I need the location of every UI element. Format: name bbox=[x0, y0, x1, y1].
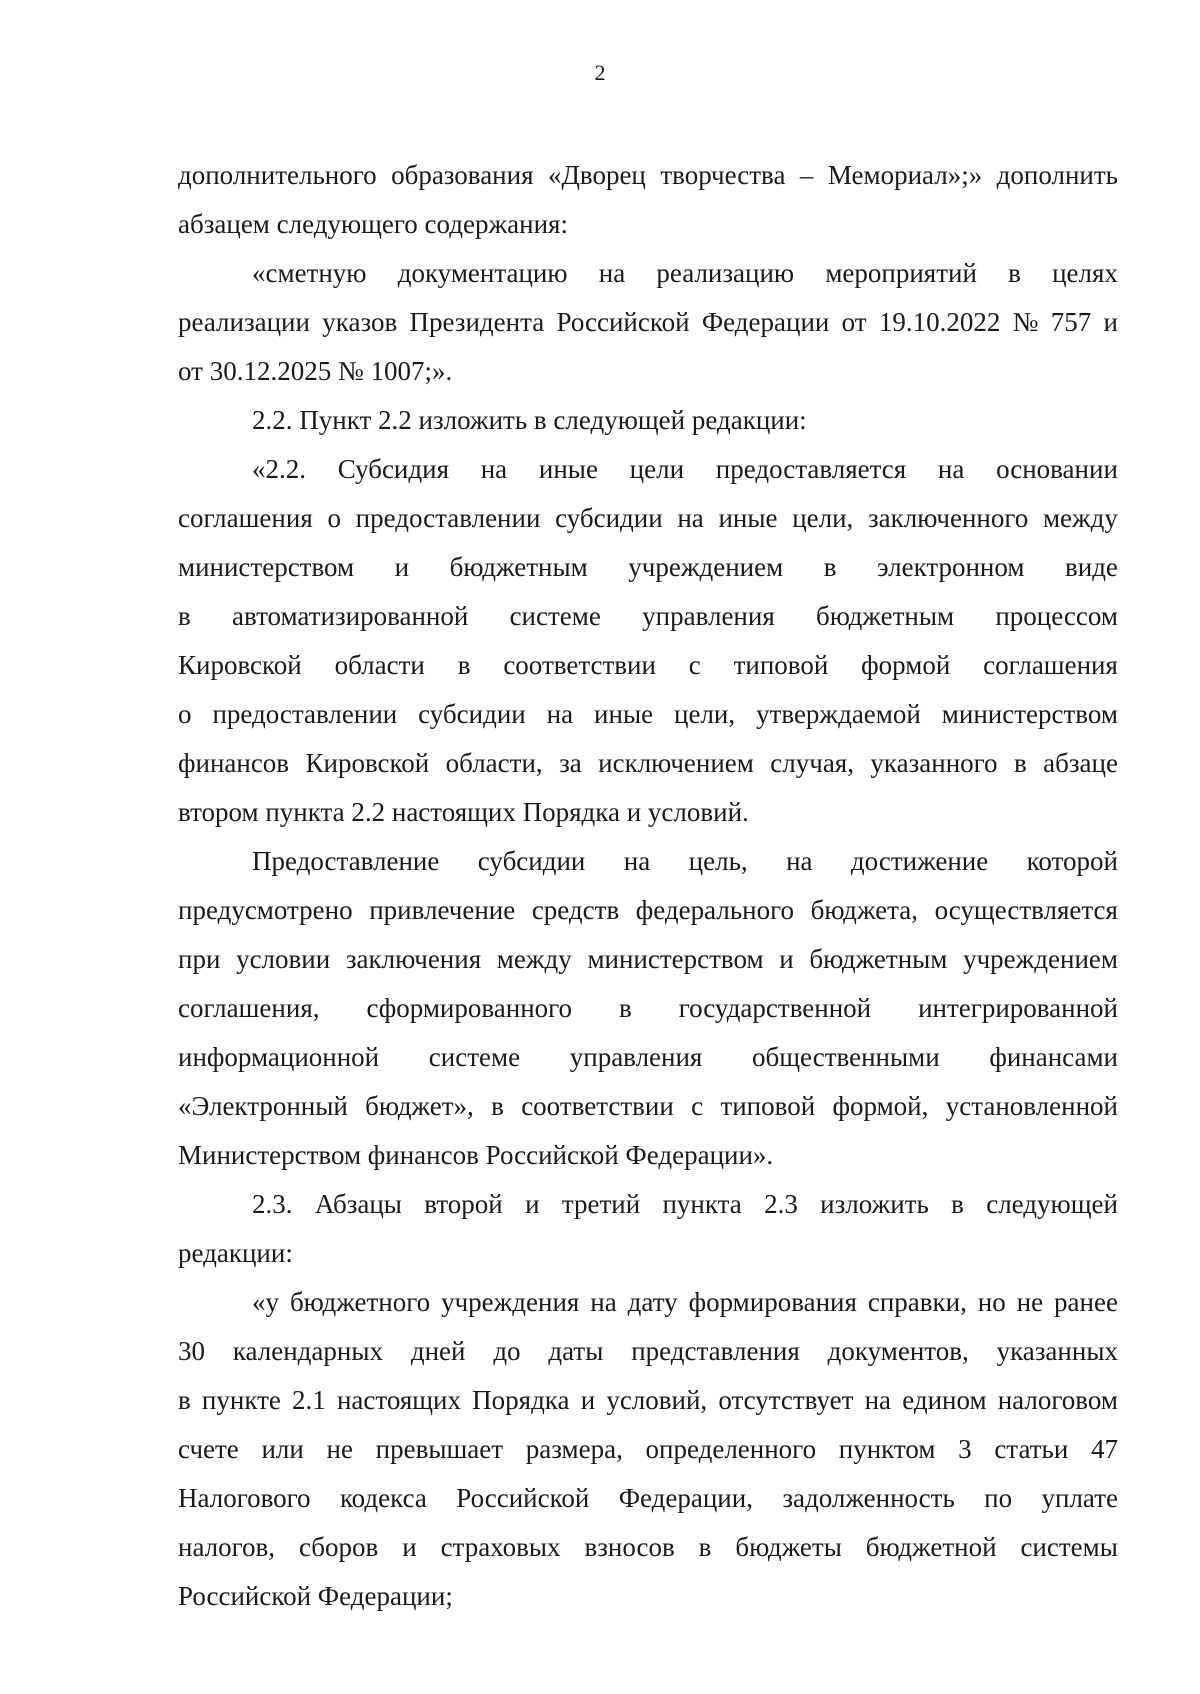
text-line: соглашения о предоставлении субсидии на иные цели, заключенного между bbox=[178, 503, 1118, 533]
text-line: в автоматизированной системе управления бюджетным процессом bbox=[178, 601, 1118, 631]
text-line: при условии заключения между министерством и бюджетным учреждением bbox=[178, 944, 1118, 974]
text-line: счете или не превышает размера, определенного пунктом 3 статьи 47 bbox=[178, 1434, 1118, 1464]
text-line: Кировской области в соответствии с типовой формой соглашения bbox=[178, 650, 1118, 680]
text-line: информационной системе управления общественными финансами bbox=[178, 1042, 1118, 1072]
text-line: Налогового кодекса Российской Федерации, задолженность по уплате bbox=[178, 1483, 1118, 1513]
text-line: дополнительного образования «Дворец творчества – Мемориал»;» дополнить bbox=[178, 160, 1118, 190]
text-line: редакции: bbox=[178, 1238, 293, 1268]
text-line: «у бюджетного учреждения на дату формирования справки, но не ранее bbox=[252, 1287, 1118, 1317]
text-line: «сметную документацию на реализацию мероприятий в целях bbox=[252, 258, 1118, 288]
text-line: соглашения, сформированного в государственной интегрированной bbox=[178, 993, 1118, 1023]
text-line: «2.2. Субсидия на иные цели предоставляется на основании bbox=[252, 454, 1118, 484]
text-line: финансов Кировской области, за исключением случая, указанного в абзаце bbox=[178, 748, 1118, 778]
text-line: Российской Федерации; bbox=[178, 1581, 453, 1611]
document-body bbox=[178, 151, 1118, 1621]
text-line: министерством и бюджетным учреждением в электронном виде bbox=[178, 552, 1118, 582]
page-number: 2 bbox=[594, 60, 606, 85]
text-line: абзацем следующего содержания: bbox=[178, 209, 568, 239]
text-line: Предоставление субсидии на цель, на достижение которой bbox=[252, 846, 1118, 876]
text-line: Министерством финансов Российской Федерации». bbox=[178, 1140, 774, 1170]
text-line: 30 календарных дней до даты представления документов, указанных bbox=[178, 1336, 1118, 1366]
text-line: 2.2. Пункт 2.2 изложить в следующей редакции: bbox=[252, 405, 807, 435]
text-line: о предоставлении субсидии на иные цели, утверждаемой министерством bbox=[178, 699, 1118, 729]
text-line: «Электронный бюджет», в соответствии с типовой формой, установленной bbox=[178, 1091, 1118, 1121]
text-line: в пункте 2.1 настоящих Порядка и условий, отсутствует на едином налоговом bbox=[178, 1385, 1118, 1415]
text-line: от 30.12.2025 № 1007;». bbox=[178, 356, 453, 386]
text-line: реализации указов Президента Российской Федерации от 19.10.2022 № 757 и bbox=[178, 307, 1118, 337]
text-line: 2.3. Абзацы второй и третий пункта 2.3 изложить в следующей bbox=[252, 1189, 1118, 1219]
text-line: втором пункта 2.2 настоящих Порядка и условий. bbox=[178, 797, 749, 827]
text-line: предусмотрено привлечение средств федерального бюджета, осуществляется bbox=[178, 895, 1118, 925]
text-line: налогов, сборов и страховых взносов в бюджеты бюджетной системы bbox=[178, 1532, 1118, 1562]
